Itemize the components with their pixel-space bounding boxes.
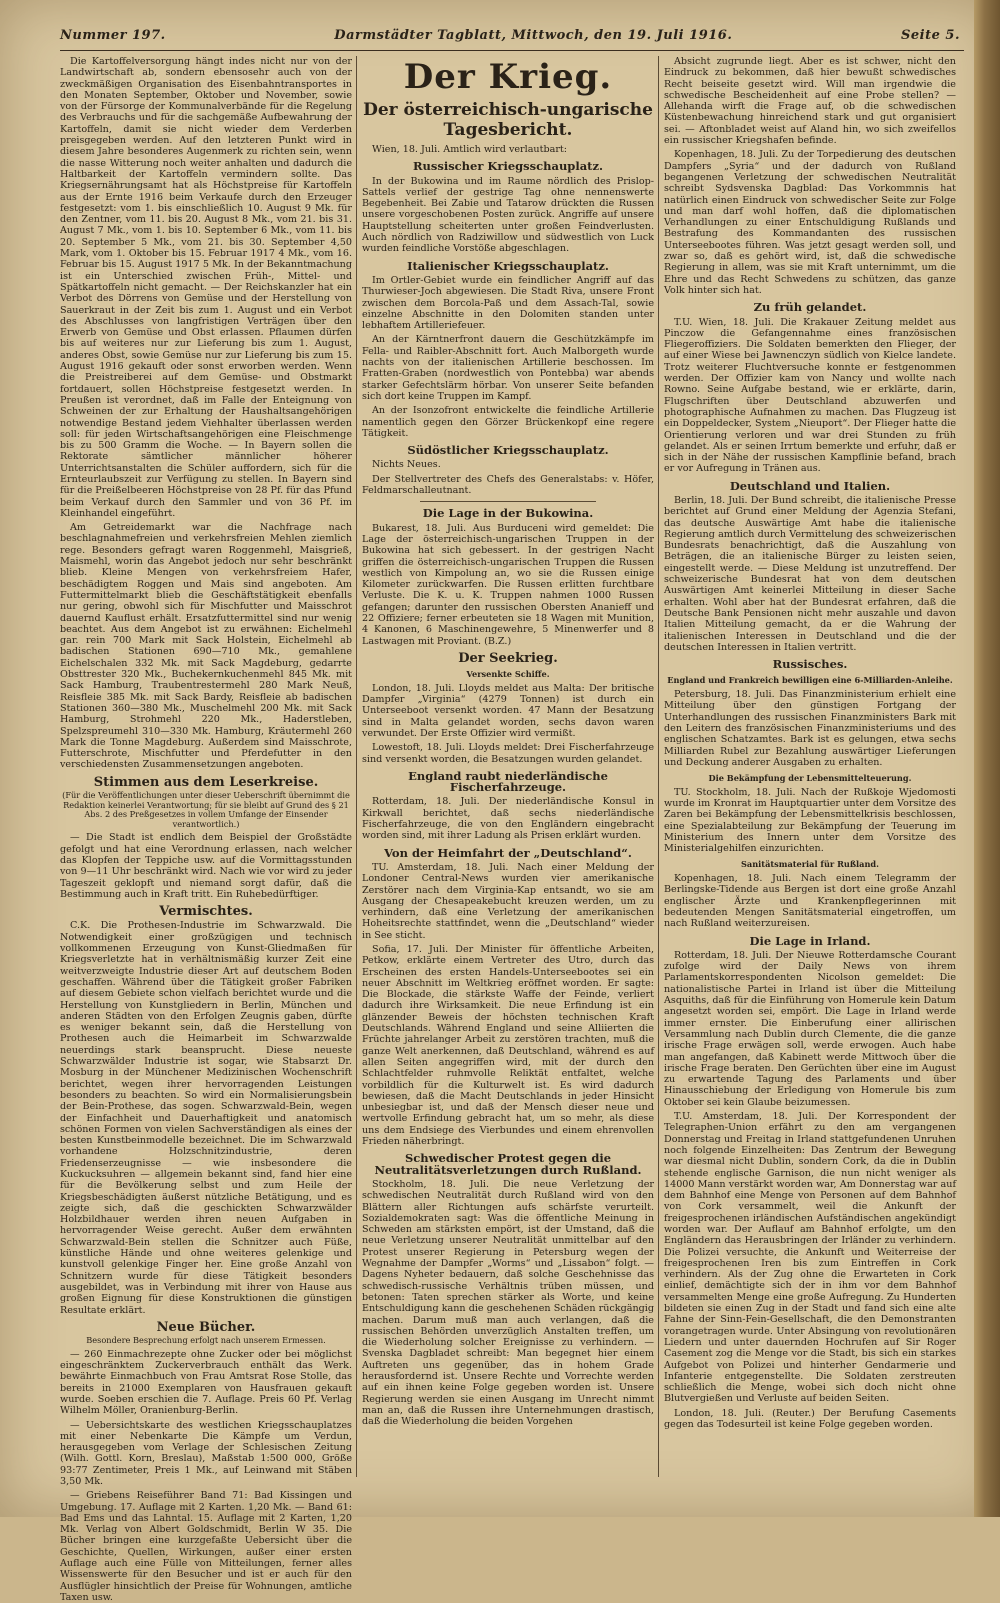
paragraph: Kopenhagen, 18. Juli. Zu der Torpedierung des deutschen Dampfers „Syria“ und der dadurch von Rußland begangenen Verletzung der schwedischen Neutralität schreibt Sydsvenska Dagblad: Das Vorkommnis hat natürlich einen Eindruck von schwedischer Seite zur Folge und man darf wohl hoffen, daß die diplomatischen Verhandlungen zu einer Entschuldigung Rußlands und Bestrafung des Kommandanten des russischen Unterseebootes führen. Was jetzt gesagt werden soll, und zwar so, daß es gehört wird, ist, daß die schwedische Regierung in allem, was sie mit Kraft unternimmt, um die Ehre und das Recht Schwedens zu schützen, das ganze Volk hinter sich hat. xyxy=(664,149,956,296)
editorial-note: (Für die Veröffentlichungen unter dieser Ueberschrift übernimmt die Redaktion keinerlei Verantwortung; für sie bleibt auf Grund des § 21 Abs. 2 des Preßgesetzes in vollem Umfange der Einsender verantwortlich.) xyxy=(62,790,350,829)
issue-number: Nummer 197. xyxy=(60,28,166,43)
column-3 xyxy=(664,56,956,1487)
paragraph: An der Isonzofront entwickelte die feindliche Artillerie namentlich gegen den Görzer Brückenkopf eine regere Tätigkeit. xyxy=(362,405,654,439)
paragraph: Nichts Neues. xyxy=(372,459,441,471)
paragraph: London, 18. Juli. (Reuter.) Der Berufung Casements gegen das Todesurteil ist keine Folge gegeben worden. xyxy=(664,1407,956,1431)
paragraph: TU. Amsterdam, 18. Juli. Nach einer Meldung der Londoner Central-News wurden vier amerikanische Zerstörer nach dem Virginia-Kap entsandt, wo sie am Ausgang der Chesapeakebucht kreuzen werden, um zu verhindern, daß eine Verletzung der amerikanischen Hoheitsrechte stattfindet, wenn die „Deutschland“ wieder in See sticht. xyxy=(362,861,654,941)
paragraph: Absicht zugrunde liegt. Aber es ist schwer, nicht den Eindruck zu bekommen, daß hier bewußt schwedisches Recht beiseite gesetzt wird. Will man irgendwie die schwedische Bescheidenheit auf eine Probe stellen? — Allehanda wirft die Frage auf, ob die schwedischen Küstenbewachung hinreichend stark und gut organisiert sei. — Aftonbladet weist auf Aland hin, wo sich zweifellos ein russischer Kriegshafen befinde. xyxy=(664,56,956,147)
paragraph: — 260 Einmachrezepte ohne Zucker oder bei möglichst eingeschränktem Zuckerverbrauch enthält das Werk. bewährte Einmachbuch von Frau Amtsrat Rose Stolle, das bereits in 21000 Exemplaren von Hausfrauen gekauft wurde. Soeben erschien die 7. Auflage. Preis 60 Pf. Verlag Wilhelm Möller, Oranienburg-Berlin. xyxy=(60,1348,352,1417)
paragraph: Rotterdam, 18. Juli. Der niederländische Konsul in Kirkwall berichtet, daß sechs niederländische Fischerfahrzeuge, die von den Engländern eingebracht worden sind, mit ihrer Ladung als Prisen erklärt wurden. xyxy=(362,796,654,842)
paragraph: Rotterdam, 18. Juli. Der Nieuwe Rotterdamsche Courant zufolge wird der Daily News von ihrem Parlamentskorrespondenten Nicolson gemeldet: Die nationalistische Partei in Irland ist über die Mitteilung Asquiths, daß für die Einführung von Homerule kein Datum angesetzt worden sei, empört. Die Lage in Irland werde immer ernster. Die Einberufung einer allirischen Versammlung nach Dublin durch Clemente, die die ganze irische Frage erwägen soll, werde erwogen. Auch habe man angefangen, daß Kabinett werde Mittwoch über die irische Frage beraten. Den Gerüchten über eine im August zu erwartende Tagung des Parlaments und über Hinausschiebung der Erledigung von Homerule bis zum Oktober sei kein Glaube beizumessen. xyxy=(664,949,956,1108)
masthead xyxy=(60,28,960,50)
editorial-note: Besondere Besprechung erfolgt nach unserem Ermessen. xyxy=(86,1335,326,1346)
section-heading: Stimmen aus dem Leserkreise. xyxy=(93,774,319,790)
paragraph: Berlin, 18. Juli. Der Bund schreibt, die italienische Presse berichtet auf Grund einer Meldung der Agenzia Stefani, das deutsche Auswärtige Amt habe die italienische Regierung amtlich durch Vermittelung des schweizerischen Bundesrats benachrichtigt, daß die Auszahlung von Beträgen, die an italienische Bürger zu leisten seien, eingestellt werde. — Diese Meldung ist unzutreffend. Der schweizerische Bundesrat hat von dem deutschen Auswärtigen Amt keinerlei Mitteilung in dieser Sache erhalten. Wohl aber hat der Bundesrat erfahren, daß die Deutsche Bank Pensionen nicht mehr auszahle und davon Italien Mitteilung gemacht, da er die Wahrung der italienischen Interessen in Deutschland und die der deutschen Interessen in Italien vertritt. xyxy=(664,494,956,653)
paragraph: Kopenhagen, 18. Juli. Nach einem Telegramm der Berlingske-Tidende aus Bergen ist dort eine große Anzahl englischer Ärzte und Krankenpflegerinnen mit bedeutenden Mengen Sanitätsmaterial eingetroffen, um nach Rußland weiterzureisen. xyxy=(664,873,956,930)
section-heading: Die Lage in Irland. xyxy=(749,933,871,948)
section-heading: Deutschland und Italien. xyxy=(729,478,891,493)
paragraph: Am Getreidemarkt war die Nachfrage nach beschlagnahmefreien und verkehrsfreien Mehlen ziemlich rege. Besonders gefragt waren Roggenmehl, Maisgrieß, Maismehl, worin das Angebot jedoch nur sehr beschränkt blieb. Kleine Mengen von verkehrsfreiem Hafer, beschädigtem Roggen und Mais sind angeboten. Am Futtermittelmarkt blieb die Geschäftstätigkeit ebenfalls nur gering, obwohl sich für Mischfutter und Maisschrot dauernd Kauflust erhält. Ersatzfuttermittel sind nur wenig beachtet. Aus dem Angebot ist zu erwähnen: Eichelmehl gar. rein 700 Mark mit Sack Holstein, Eichelmehl ab badischen Stationen 690—710 Mk., gemahlene Eichelschalen 332 Mk. mit Sack Magdeburg, gedarrte Obsttrester 320 Mk., Buchekernkuchenmehl 845 Mk. mit Sack Hamburg, Traubentrestermehl 280 Mark Neuß, Reisfleie 385 Mk. mit Sack Bardy, Reisfleie ab badischen Stationen 360—380 Mk., Muschelmehl 200 Mk. mit Sack Hamburg, Strohmehl 220 Mk., Haderstleben, Spelzspreumehl 310—330 Mk. Hamburg, Kräutermehl 260 Mark die Tonne Magdeburg. Außerdem sind Maisschrote, Futterschrote, Mischfutter und Pferdefutter in den verschiedensten Zusammensetzungen angeboten. xyxy=(60,522,352,771)
paragraph: — Griebens Reiseführer Band 71: Bad Kissingen und Umgebung. 17. Auflage mit 2 Karten. 1,20 Mk. — Band 61: Bad Ems und das Lahntal. 15. Auflage mit 2 Karten, 1,20 Mk. Verlag von Albert Goldschmidt, Berlin W 35. Die Bücher bringen eine kurzgefaßte Uebersicht über die Geschichte, Quellen, Wirkungen, außer einer ersten Auflage auch eine Fülle von Mitteilungen, ferner alles Wissenswerte für den Besucher und ist er auch für den Ausflügler hinsichtlich der Preise für Wohnungen, amtliche Taxen usw. xyxy=(60,1490,352,1603)
paragraph: Sofia, 17. Juli. Der Minister für öffentliche Arbeiten, Petkow, erklärte einem Vertreter des Utro, durch das Erscheinen des ersten Handels-Unterseebootes sei ein neuer Abschnitt im Weltkrieg eröffnet worden. Er sagte: Die Blockade, die stärkste Waffe der Feinde, verliert dadurch ihre Wirksamkeit. Die neue Erfindung ist ein glänzender Beweis der höchsten technischen Kraft Deutschlands. Während England und seine Alliierten die Früchte jahrelanger Arbeit zu zerstören trachten, muß die ganze Welt anerkennen, daß Deutschland, während es auf allen Seiten angegriffen wird, mit der durch den Schlachtfelder ruhmvolle Reliktät entfaltet, welche vorbildlich für die Kulturwelt ist. Es wird dadurch bewiesen, daß die Macht Deutschlands in jeder Hinsicht unbesiegbar ist, und daß der Mensch dieser neue und wertvolle Erfindung gebracht hat, um so mehr, als diese uns dem Endsiege des Vierbundes und einem ehrenvollen Frieden näherbringt. xyxy=(362,944,654,1148)
section-heading: Neue Bücher. xyxy=(156,1319,256,1335)
paragraph: C.K. Die Prothesen-Industrie im Schwarzwald. Die Notwendigkeit einer großzügigen und technisch vollkommenen Erzeugung von Kunst-Gliedmaßen für Kriegsverletzte hat in verhältnismäßig kurzer Zeit eine weitverzweigte Industrie dieser Art auf deutschem Boden geschaffen. Während über die Tätigkeit großer Fabriken auf diesem Gebiete schon vielfach berichtet wurde und die Herstellung von Kunstgliedern in Berlin, München und anderen Städten von den Erfolgen Zeugnis gaben, dürfte es weniger bekannt sein, daß die Herstellung von Prothesen auch die Heimarbeit im Schwarzwalde neuerdings stark beansprucht. Diese neueste Schwarzwälder Industrie ist sogar, wie Stabsarzt Dr. Mosburg in der Münchener Medizinischen Wochenschrift berichtet, wegen ihrer hervorragenden Leistungen besonders zu beachten. So wird ein Normalisierungsbein der Bein-Prothese, das sogen. Schwarzwald-Bein, wegen der Einfachheit und Dauerhaftigkeit und anatomisch schönen Formen von vielen Sachverständigen als eines der besten Kunstbeinmodelle bezeichnet. Die im Schwarzwald vorhandene Holzschnitzindustrie, deren Friedenserzeugnisse — wie insbesondere die Kuckucksuhren — allgemein bekannt sind, fand hier eine für die Bevölkerung selbst und zum Heile der Kriegsbeschädigten äußerst nützliche Betätigung, und es zeigte sich, daß die geschickten Schwarzwälder Holzbildhauer werden ihren neuen Aufgaben in hervorragender Weise gerecht. Außer dem erwähnten Schwarzwald-Bein stellen die Schnitzer auch Füße, künstliche Hände und ohne weiteres gelenkige und kunstvoll gelenkige Finger her. Eine große Anzahl von Schnitzern wurde für diese Tätigkeit besonders ausgebildet, was in Verbindung mit ihrer von Hause aus großen Eignung für diese Konstruktionen die günstigen Resultate erklärt. xyxy=(60,920,352,1316)
sub-heading: Sanitätsmaterial für Rußland. xyxy=(741,859,879,870)
newspaper-title: Darmstädter Tagblatt, Mittwoch, den 19. Juli 1916. xyxy=(334,28,733,43)
sub-heading: England und Frankreich bewilligen eine 6-Milliarden-Anleihe. xyxy=(667,675,953,686)
column-divider xyxy=(356,56,357,1477)
column-1 xyxy=(60,56,352,1603)
section-heading: Von der Heimfahrt der „Deutschland“. xyxy=(384,845,632,860)
sub-heading: Die Bekämpfung der Lebensmittelteuerung. xyxy=(708,773,912,784)
paragraph: London, 18. Juli. Lloyds meldet aus Malta: Der britische Dampfer „Virginia“ (4279 Tonnen) ist durch ein Unterseeboot versenkt worden. 47 Mann der Besatzung sind in Malta gelandet worden, sechs davon waren verwundet. Der Erste Offizier wird vermißt. xyxy=(362,682,654,739)
section-heading: Zu früh gelandet. xyxy=(753,300,867,315)
paragraph: Die Kartoffelversorgung hängt indes nicht nur von der Landwirtschaft ab, sondern ebensosehr auch von der zweckmäßigen Organisation des Eisenbahntransportes in den Monaten September, Oktober und November, sowie von der Fürsorge der Kommunalverbände für die Regelung des Verbrauchs und für die sachgemäße Aufbewahrung der Kartoffeln, damit sie nicht wieder dem Verderben preisgegeben werden. Auf den letzteren Punkt wird in diesem Jahre besonderes Augenmerk zu richten sein, wenn die nasse Witterung noch weiter anhalten und dadurch die Haltbarkeit der Kartoffeln vermindern sollte. Das Kriegsernährungsamt hat als Höchstpreise für Kartoffeln aus der Ernte 1916 beim Verkaufe durch den Erzeuger festgesetzt: vom 1. bis einschließlich 10. August 9 Mk. für den Zentner, vom 11. bis 20. August 8 Mk., vom 21. bis 31. August 7 Mk., vom 1. bis 10. September 6 Mk., vom 11. bis 20. September 5 Mk., vom 21. bis 30. September 4,50 Mark, vom 1. Oktober bis 15. Februar 1917 4 Mk., vom 16. Februar bis 15. August 1917 5 Mk. In der Bekanntmachung ist ein Unterschied zwischen Früh-, Mittel- und Spätkartoffeln nicht gemacht. — Der Reichskanzler hat ein Verbot des Dörrens von Gemüse und der Herstellung von Sauerkraut in der Zeit bis zum 1. August und ein Verbot des Abschlusses von langfristigen Verträgen über den Erwerb von Gemüse und Obst erlassen. Pflaumen dürfen bis auf weiteres nur zur Lieferung bis zum 1. August, anderes Obst, sowie Gemüse nur zur Lieferung bis zum 15. August 1916 gekauft oder sonst erworben werden. Wenn die Preistreiberei auf dem Gemüse- und Obstmarkt fortdauert, sollen Höchstpreise festgesetzt werden. In Preußen ist verordnet, daß im Falle der Enteignung von Schweinen der zur Erhaltung der Haushaltsangehörigen notwendige Bestand jedem Viehhalter überlassen werden soll: für jeden Wirtschaftsangehörigen eine Fleischmenge bis zu 500 Gramm die Woche. — In Bayern sollen die Rektorate sämtlicher männlicher höherer Unterrichtsanstalten die Schüler auffordern, sich für die Ernteurlaubszeit zur Verfügung zu stellen. In Bayern sind für die Preißelbeeren Höchstpreise von 28 Pf. für das Pfund beim Verkauf durch den Sammler und von 36 Pf. im Kleinhandel eingeführt. xyxy=(60,56,352,519)
section-heading: Italienischer Kriegsschauplatz. xyxy=(407,258,609,273)
dateline: Wien, 18. Juli. Amtlich wird verlautbart: xyxy=(372,144,567,155)
paragraph: Stockholm, 18. Juli. Die neue Verletzung der schwedischen Neutralität durch Rußland wird von den Blättern aller Richtungen aufs schärfste verurteilt. Sozialdemokraten sagt: Was die öffentliche Meinung in Schweden am stärksten empört, ist der Umstand, daß die neue Verletzung unserer Neutralität unmittelbar auf den Protest unserer Regierung in Petersburg wegen der Wegnahme der Dampfer „Worms“ und „Lissabon“ folgt. — Dagens Nyheter bedauern, daß solche Geschehnisse das schwedisch-russische Verhältnis trüben müssen, und betonen: Taten sprechen stärker als Worte, und keine Entschuldigung kann die geschehenen Schäden rückgängig machen. Darum muß man auch verlangen, daß die russischen Behörden unverzüglich Anstalten treffen, um die Wiederholung solcher Ereignisse zu verhindern. — Svenska Dagbladet schreibt: Man begegnet hier einem Auftreten uns gegenüber, das in hohem Grade herausfordernd ist. Unsere Rechte und Vorrechte werden auf ein ihnen keine Folge gegeben worden ist. Unsere Regierung werden sie einen Ausgang im Unrecht nimmt man an, daß die Russen ihre Unternehmungen drastisch, daß die Wiederholung die beiden Vorgehen xyxy=(362,1178,654,1428)
section-heading: Russisches. xyxy=(772,657,848,672)
paragraph: Petersburg, 18. Juli. Das Finanzministerium erhielt eine Mitteilung über den günstigen Fortgang der Unterhandlungen des russischen Finanzministers Bark mit den Leitern des französischen Finanzministeriums und des englischen Schatzamtes. Bark ist es gelungen, etwa sechs Milliarden Rubel zur Bezahlung auswärtiger Lieferungen und Deckung anderer Ausgaben zu erhalten. xyxy=(664,689,956,768)
sub-heading: Versenkte Schiffe. xyxy=(466,669,550,680)
paragraph: Im Ortler-Gebiet wurde ein feindlicher Angriff auf das Thurwieser-Joch abgewiesen. Die Stadt Riva, unsere Front zwischen dem Borcola-Paß und dem Assach-Tal, sowie einzelne Abschnitte in den Dolomiten standen unter lebhaftem Artilleriefeuer. xyxy=(362,274,654,332)
separator xyxy=(420,501,595,502)
paragraph: — Die Stadt ist endlich dem Beispiel der Großstädte gefolgt und hat eine Verordnung erlassen, nach welcher das Klopfen der Teppiche usw. auf die Vormittagsstunden von 9—11 Uhr beschränkt wird. Nach wie vor wird zu jeder Tageszeit geklopft und niemand sorgt dafür, daß die Bestimmung auch in Kraft tritt. Ein Ruhebedürftiger. xyxy=(60,832,352,900)
page-number: Seite 5. xyxy=(901,28,960,43)
paragraph: In der Bukowina und im Raume nördlich des Prislop-Sattels verlief der gestrige Tag ohne nennenswerte Begebenheit. Bei Zabie und Tatarow drückten die Russen unsere vorgeschobenen Posten zurück. Angriffe auf unsere Hauptstellung scheiterten unter großen Feindverlusten. Auch nördlich von Radziwillow und südwestlich von Luck wurden feindliche Vorstöße abgeschlagen. xyxy=(362,175,654,255)
section-heading: Schwedischer Protest gegen die Neutralitätsverletzungen durch Rußland. xyxy=(374,1151,642,1177)
section-heading: Die Lage in der Bukowina. xyxy=(422,506,594,521)
page-binding-edge xyxy=(974,0,1000,1517)
paragraph: — Uebersichtskarte des westlichen Kriegsschauplatzes mit einer Nebenkarte Die Kämpfe um Verdun, herausgegeben vom Verlage der Schlesischen Zeitung (Wilh. Gottl. Korn, Breslau), Maßstab 1:500 000, Größe 93:77 Zentimeter, Preis 1 Mk., auf Leinwand mit Stäben 3,50 Mk. xyxy=(60,1419,352,1487)
main-headline: Der Krieg. xyxy=(403,57,613,97)
sub-headline: Der österreichisch-ungarische Tagesbericht. xyxy=(363,100,653,140)
section-heading: England raubt niederländische Fischerfahrzeuge. xyxy=(408,768,608,795)
paragraph: An der Kärntnerfront dauern die Geschützkämpfe im Fella- und Raibler-Abschnitt fort. Auch Malborgeth wurde nachts von der italienischen Artillerie beschossen. Im Fratten-Graben (nordwestlich von Pontebba) war abends starker Gefechtslärm hörbar. Von unserer Seite befanden sich dort keine Truppen im Kampf. xyxy=(362,334,654,402)
section-heading: Der Seekrieg. xyxy=(458,650,558,666)
paragraph: T.U. Wien, 18. Juli. Die Krakauer Zeitung meldet aus Pinczow die Gefangennahme eines französischen Fliegeroffiziers. Die Soldaten bemerkten den Flieger, der auf einer Wiese bei Jawnenczyn südlich von Kielce landete. Trotz weiterer Fluchtversuche konnte er festgenommen werden. Der Offizier kam von Nancy und wollte nach Rowno. Seine Aufgabe bestand, wie er erklärte, darin, Flugschriften über Deutschland abzuwerfen und photographische Aufnahmen zu machen. Das Flugzeug ist ein Doppeldecker, System „Nieuport“. Der Flieger hatte die Orientierung verloren und war drei Stunden zu früh gelandet. Als er seinen Irrtum bemerkte und erfuhr, daß er sich in der Nähe der russischen Kampflinie befand, brach er vor Aufregung in Tränen aus. xyxy=(664,316,956,475)
paragraph: Lowestoft, 18. Juli. Lloyds meldet: Drei Fischerfahrzeuge sind versenkt worden, die Besatzungen wurden gelandet. xyxy=(362,742,654,765)
paragraph: Bukarest, 18. Juli. Aus Burduceni wird gemeldet: Die Lage der österreichisch-ungarischen Truppen in der Bukowina hat sich gebessert. In der gestrigen Nacht griffen die österreichisch-ungarischen Truppen die Russen westlich von Kimpolung an, wo sie die Russen einige Kilometer zurückwarfen. Die Russen erlitten furchtbare Verluste. Die K. u. K. Truppen nahmen 1000 Russen gefangen; darunter den russischen Obersten Ananieff und 22 Offiziere; ferner erbeuteten sie 18 Wagen mit Munition, 4 Kanonen, 6 Maschinengewehre, 5 Minenwerfer und 8 Lastwagen mit Proviant. (B.Z.) xyxy=(362,522,654,647)
section-heading: Südöstlicher Kriegsschauplatz. xyxy=(407,443,609,458)
column-2 xyxy=(362,56,654,1487)
paragraph: TU. Stockholm, 18. Juli. Nach der Rußkoje Wjedomosti wurde im Kronrat im Hauptquartier unter dem Vorsitze des Zaren bei Bekämpfung der Lebensmittelkrisis beschlossen, eine Spezialabteilung zur Bekämpfung der Teuerung im Ministerium des Innern unter dem Vorsitze des Ministerialgehilfen einzurichten. xyxy=(664,786,956,855)
section-heading: Russischer Kriegsschauplatz. xyxy=(412,159,604,174)
column-divider xyxy=(658,56,659,1477)
paragraph: T.U. Amsterdam, 18. Juli. Der Korrespondent der Telegraphen-Union erfährt zu den am vergangenen Donnerstag und Freitag in Irland stattgefundenen Unruhen noch folgende Einzelheiten: Das Zentrum der Bewegung war diesmal nicht Dublin, sondern Cork, da die in Dublin stehende englische Garnison, die nun nicht weniger als 14000 Mann verstärkt worden war, Am Donnerstag war auf dem Bahnhof eine Menge von Personen auf dem Bahnhof von Cork versammelt, weil die Ankunft der freigesprochenen irländischen Aufständischen angekündigt worden war. Der Auflauf am Bahnhof erfolgte, um den Engländern das Herausbringen der Irländer zu verhindern. Die Polizei versuchte, die Ankunft und Weiterreise der freigesprochenen Iren bis zum Eintreffen in Cork verhindern. Als der Zug ohne die Erwarteten in Cork einlief, demächtigte sich der in ihm vor dem Bahnhof versammelten Menge eine große Aufregung. Zu Hunderten bildeten sie einen Zug in der Stadt und fand sich eine alte Fahne der Sinn-Fein-Gesellschaft, die den Demonstranten vorangetragen wurde. Unter Absingung von revolutionären Liedern und unter dauernden Hochrufen auf Sir Roger Casement zog die Menge vor die Stadt, bis sich ein starkes Aufgebot von Polizei und hinterher Gendarmerie und Infanterie entgegenstellte. Die Soldaten zerstreuten schließlich die Menge, wobei sich doch nicht ohne Blutvergießen und Verluste auf beiden Seiten. xyxy=(664,1111,956,1405)
signature: Der Stellvertreter des Chefs des Generalstabs: v. Höfer, Feldmarschalleutnant. xyxy=(362,473,654,497)
section-heading: Vermischtes. xyxy=(159,904,253,920)
masthead-rule xyxy=(60,50,964,51)
